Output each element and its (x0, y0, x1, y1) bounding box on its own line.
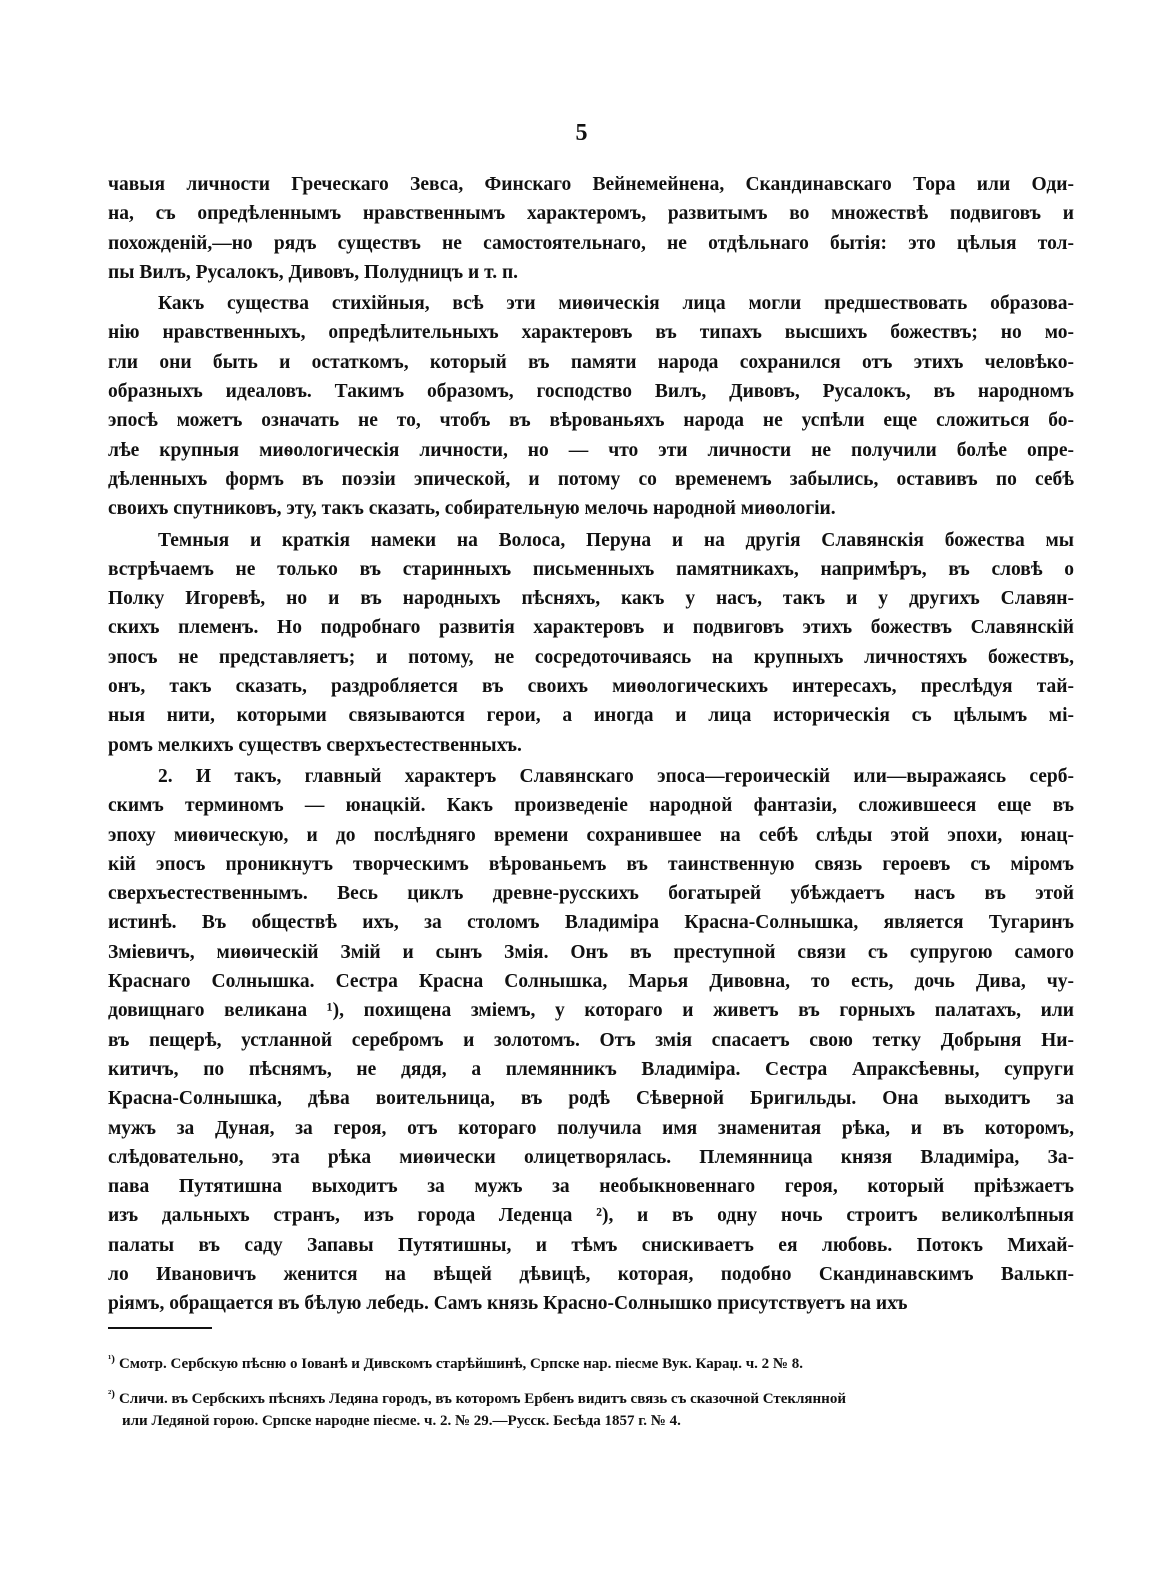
paragraph (108, 289, 1074, 523)
text-line: лѣе крупныя миѳологическія личности, но — что эти личности не получили болѣе опре- (108, 439, 1074, 461)
text-line: сверхъестественнымъ. Весь циклъ древне-русскихъ богатырей убѣждаетъ насъ въ этой (108, 883, 1074, 905)
text-line: 2. И такъ, главный характеръ Славянскаго эпоса—героическій или—выражаясь серб- (158, 765, 1074, 787)
text-line: встрѣчаемъ не только въ старинныхъ письменныхъ памятникахъ, напримѣръ, въ словѣ о (108, 558, 1074, 580)
text-line: гли они быть и остаткомъ, который въ памяти народа сохранился отъ этихъ человѣко- (108, 351, 1074, 373)
text-line: ромъ мелкихъ существъ сверхъестественныхъ. (108, 734, 522, 756)
footnote (108, 1383, 1074, 1432)
text-line: Краснаго Солнышка. Сестра Красна Солнышка, Марья Дивовна, то есть, дочь Дива, чу- (108, 971, 1074, 993)
text-line: скихъ племенъ. Но подробнаго развитія характеровъ и подвиговъ этихъ божествъ Славянскій (108, 617, 1074, 639)
footnote-separator (108, 1327, 212, 1329)
footnote-line (108, 1348, 1074, 1375)
text-line: въ пещерѣ, устланной серебромъ и золотомъ. Отъ змія спасаетъ свою тетку Добрыня Ни- (108, 1029, 1074, 1051)
paragraph (108, 170, 1074, 287)
text-line: своихъ спутниковъ, эту, такъ сказать, собирательную мелочь народной миѳологіи. (108, 498, 836, 520)
footnote-text: или Ледяной горою. Српске народне піесме. ч. 2. № 29.—Русск. Бесѣда 1857 г. № 4. (122, 1413, 681, 1429)
text-line: мужъ за Дуная, за героя, отъ котораго получила имя знаменитая рѣка, и въ которомъ, (108, 1117, 1074, 1139)
text-line: палаты въ саду Запавы Путятишны, и тѣмъ снискиваетъ ея любовь. Потокъ Михай- (108, 1234, 1074, 1256)
footnote-line (108, 1383, 1074, 1410)
text-line: Какъ существа стихійныя, всѣ эти миѳическія лица могли предшествовать образова- (158, 293, 1074, 315)
text-line: Красна-Солнышка, дѣва воительница, въ родѣ Сѣверной Бригильды. Она выходитъ за (108, 1088, 1074, 1110)
footnotes (108, 1348, 1074, 1440)
text-line: кій эпосъ проникнутъ творческимъ вѣрованьемъ въ таинственную связь героевъ съ міромъ (108, 853, 1074, 875)
text-line: Зміевичъ, миѳическій Змій и сынъ Змія. Онъ въ преступной связи съ супругою самого (108, 941, 1074, 963)
text-line: скимъ терминомъ — юнацкій. Какъ произведеніе народной фантазіи, сложившееся еще въ (108, 795, 1074, 817)
text-line: дѣленныхъ формъ въ поэзіи эпической, и потому со временемъ забылись, оставивъ по себѣ (108, 468, 1074, 490)
text-line: китичъ, по пѣснямъ, не дядя, а племянникъ Владиміра. Сестра Апраксѣевны, супруги (108, 1058, 1074, 1080)
text-line: ныя нити, которыми связываются герои, а иногда и лица историческія съ цѣлымъ мі- (108, 705, 1074, 727)
text-line: образныхъ идеаловъ. Такимъ образомъ, господство Вилъ, Дивовъ, Русалокъ, въ народномъ (108, 381, 1074, 403)
footnote-line (108, 1410, 1074, 1432)
text-line: Темныя и краткія намеки на Волоса, Перуна и на другія Славянскія божества мы (158, 529, 1074, 551)
text-line: пы Вилъ, Русалокъ, Дивовъ, Полудницъ и т. п. (108, 261, 519, 283)
text-line: на, съ опредѣленнымъ нравственнымъ характеромъ, развитымъ во множествѣ подвиговъ и (108, 203, 1074, 225)
text-line: похожденій,—но рядъ существъ не самостоятельнаго, не отдѣльнаго бытія: это цѣлыя тол- (108, 232, 1074, 254)
page-number: 5 (575, 120, 588, 146)
text-line: истинѣ. Въ обществѣ ихъ, за столомъ Владиміра Красна-Солнышка, является Тугаринъ (108, 912, 1074, 934)
text-line: пава Путятишна выходитъ за мужъ за необыкновеннаго героя, который пріѣзжаетъ (108, 1176, 1074, 1198)
footnote-mark: ²) (108, 1388, 115, 1400)
paragraph (108, 526, 1074, 760)
footnote-text: Смотр. Сербскую пѣсню о Іованѣ и Дивскомъ старѣйшинѣ, Српске нар. піесме Вук. Караџ. ч. 2 № 8. (118, 1356, 803, 1372)
text-line: чавыя личности Греческаго Зевса, Финскаго Вейнемейнена, Скандинавскаго Тора или Оди- (108, 174, 1074, 195)
text-line: нію нравственныхъ, опредѣлительныхъ характеровъ въ типахъ высшихъ божествъ; но мо- (108, 322, 1074, 344)
text-line: ріямъ, обращается въ бѣлую лебедь. Самъ князь Красно-Солнышко присутствуетъ на ихъ (108, 1293, 908, 1315)
text-line: довищнаго великана ¹), похищена зміемъ, у котораго и живетъ въ горныхъ палатахъ, или (108, 1000, 1074, 1022)
text-line: изъ дальныхъ странъ, изъ города Леденца ²), и въ одну ночь строитъ великолѣпныя (108, 1205, 1074, 1227)
text-line: эпосѣ можетъ означать не то, чтобъ въ вѣрованьяхъ народа не успѣли еще сложиться бо- (108, 410, 1074, 432)
text-line: Полку Игоревѣ, но и въ народныхъ пѣсняхъ, какъ у насъ, такъ и у другихъ Славян- (108, 588, 1074, 610)
text-line: эпоху миѳическую, и до послѣдняго времени сохранившее на себѣ слѣды этой эпохи, юнац- (108, 824, 1074, 846)
text-line: эпосъ не представляетъ; и потому, не сосредоточиваясь на крупныхъ личностяхъ божествъ, (108, 646, 1074, 668)
footnote-mark: ¹) (108, 1353, 115, 1365)
text-line: слѣдовательно, эта рѣка миѳически олицетворялась. Племянница князя Владиміра, За- (108, 1146, 1074, 1168)
footnote-text: Сличи. въ Сербскихъ пѣсняхъ Ледяна городъ, въ которомъ Ербенъ видитъ связь съ сказочной Стеклянной (118, 1391, 846, 1407)
text-line: ло Ивановичъ женится на вѣщей дѣвицѣ, которая, подобно Скандинавскимъ Валькп- (108, 1263, 1074, 1285)
paragraph (108, 762, 1074, 1319)
body-text (108, 170, 1074, 1319)
text-line: онъ, такъ сказать, раздробляется въ своихъ миѳологическихъ интересахъ, преслѣдуя тай- (108, 676, 1074, 698)
footnote (108, 1348, 1074, 1375)
